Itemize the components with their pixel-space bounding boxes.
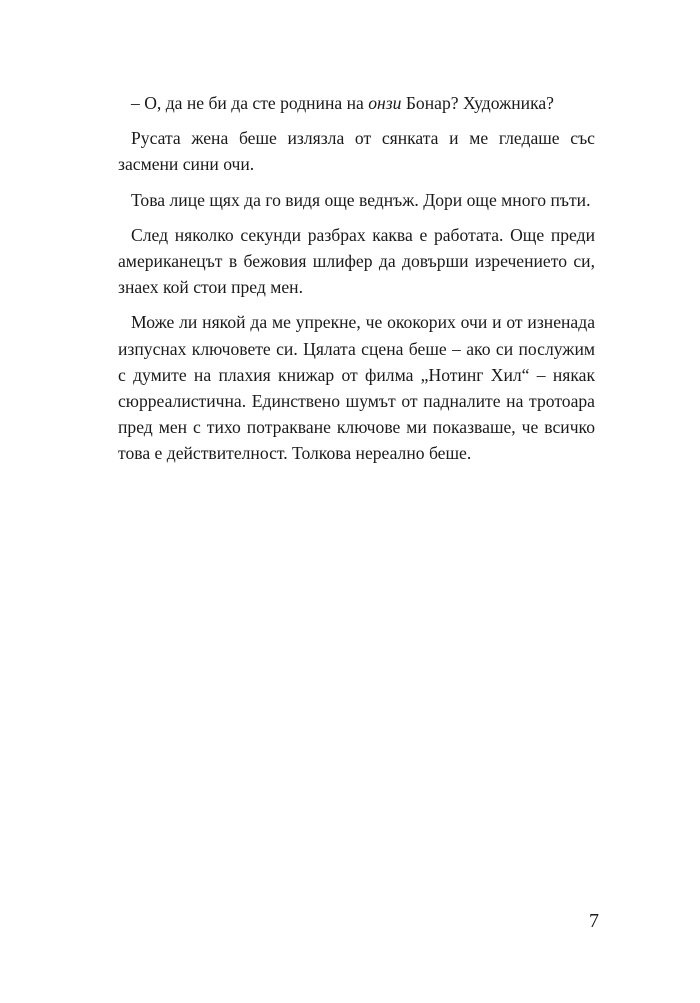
paragraph: Може ли някой да ме упрекне, че ококорих очи и от изненада изпуснах ключовете си. Цялата сцена беше – ако си послужим с думите на плахия книжар от филма „Нотинг Хил“ – някак сюрреалистична. Единствено шумът от падналите на тротоара пред мен с тихо потракване ключове ми показваше, че всичко това е действителност. Толкова нереално беше. [118, 312, 595, 464]
body-text [118, 90, 595, 476]
page-number: 7 [589, 910, 599, 932]
paragraph: Русата жена беше излязла от сянката и ме гледаше със засмени сини очи. [118, 128, 595, 175]
emphasized-word: онзи [368, 93, 402, 113]
paragraph: След няколко секунди разбрах каква е работата. Още преди американецът в бежовия шлифер да довърши изречението си, знаех кой стои пред мен. [118, 224, 595, 298]
paragraph-text: Бонар? Художника? [401, 93, 554, 113]
paragraph: Това лице щях да го видя още веднъж. Дори още много пъти. [131, 189, 591, 210]
paragraph-dialogue [118, 90, 595, 116]
paragraph-text: – О, да не би да сте роднина на [131, 93, 369, 113]
